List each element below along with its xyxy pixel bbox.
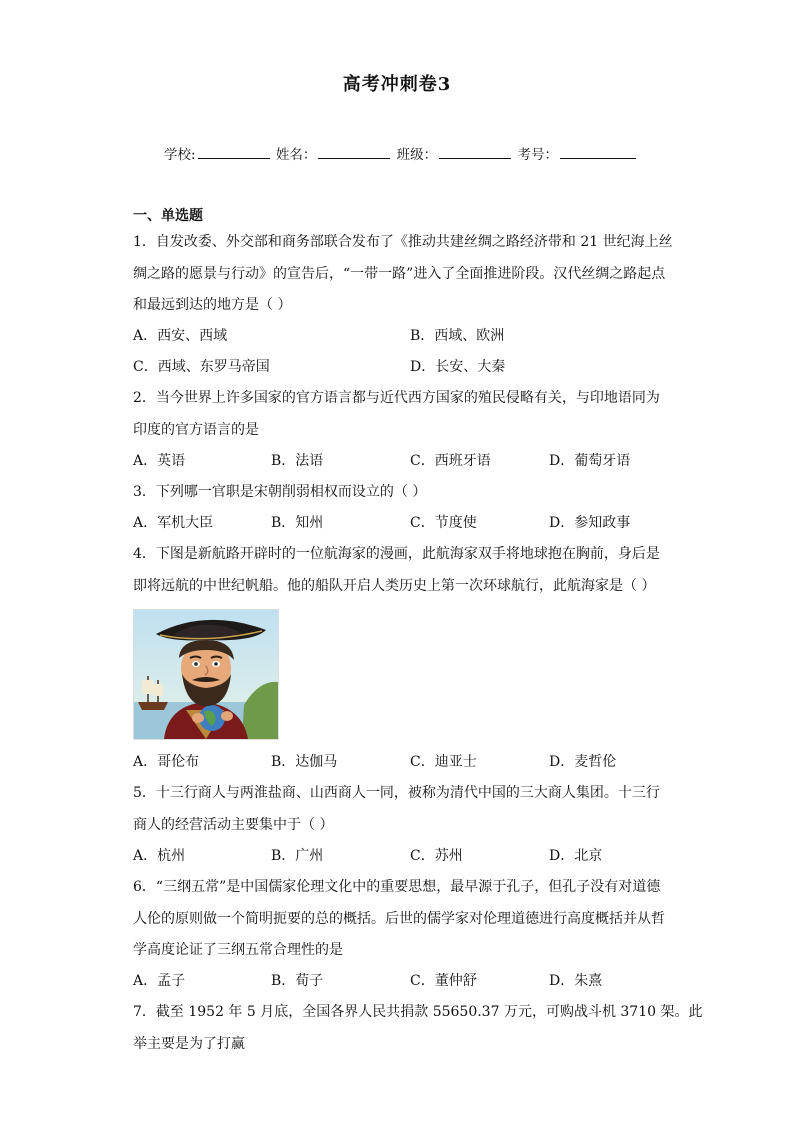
question-3-option-b[interactable]: B．知州 <box>271 515 324 531</box>
question-6-line: 人伦的原则做一个简明扼要的总的概括。后世的儒学家对伦理道德进行高度概括并从哲 <box>133 911 665 927</box>
question-1-option-d[interactable]: D．长安、大秦 <box>410 359 506 375</box>
question-6-option-a[interactable]: A．孟子 <box>133 973 186 989</box>
section-title: 一、单选题 <box>133 208 203 224</box>
question-2-option-c[interactable]: C．西班牙语 <box>410 453 491 469</box>
question-5-option-d[interactable]: D．北京 <box>549 848 603 864</box>
question-6-option-d[interactable]: D．朱熹 <box>549 973 603 989</box>
student-info-line <box>164 143 638 163</box>
question-5-option-a[interactable]: A．杭州 <box>133 848 186 864</box>
question-1-option-a[interactable]: A．西安、西域 <box>133 328 228 344</box>
school-blank[interactable] <box>198 144 270 159</box>
question-2-line: 印度的官方语言的是 <box>133 422 259 438</box>
question-3-option-c[interactable]: C．节度使 <box>410 515 477 531</box>
question-6-option-c[interactable]: C．董仲舒 <box>410 973 477 989</box>
name-blank[interactable] <box>318 144 390 159</box>
question-4-option-d[interactable]: D．麦哲伦 <box>549 754 617 770</box>
question-6-line: 学高度论证了三纲五常合理性的是 <box>133 942 343 958</box>
question-4-line: 4．下图是新航路开辟时的一位航海家的漫画，此航海家双手将地球抱在胸前，身后是 <box>133 546 660 562</box>
question-2-line: 2．当今世界上许多国家的官方语言都与近代西方国家的殖民侵略有关，与印地语同为 <box>133 390 660 406</box>
question-6-option-b[interactable]: B．荀子 <box>271 973 324 989</box>
question-4-option-c[interactable]: C．迪亚士 <box>410 754 477 770</box>
question-1-option-b[interactable]: B．西域、欧洲 <box>410 328 505 344</box>
number-label: 考号： <box>517 147 558 163</box>
page-title: 高考冲刺卷3 <box>342 74 452 95</box>
question-7-line: 7．截至 1952 年 5 月底，全国各界人民共捐款 55650.37 万元，可购战斗机 3710 架。此 <box>133 1004 703 1020</box>
question-2-option-d[interactable]: D．葡萄牙语 <box>549 453 631 469</box>
question-5-line: 商人的经营活动主要集中于（ ） <box>133 817 334 833</box>
question-5-option-b[interactable]: B．广州 <box>271 848 324 864</box>
question-6-line: 6．“三纲五常”是中国儒家伦理文化中的重要思想，最早源于孔子，但孔子没有对道德 <box>133 879 661 895</box>
name-label: 姓名： <box>275 147 317 163</box>
question-1-line: 和最远到达的地方是（ ） <box>133 297 292 313</box>
class-label: 班级： <box>396 147 438 163</box>
question-1-line: 绸之路的愿景与行动》的宣告后，“一带一路”进入了全面推进阶段。汉代丝绸之路起点 <box>133 266 666 282</box>
number-blank[interactable] <box>560 144 636 159</box>
question-2-option-b[interactable]: B．法语 <box>271 453 324 469</box>
question-3-line: 3．下列哪一官职是宋朝削弱相权而设立的（ ） <box>133 484 427 500</box>
question-3-option-a[interactable]: A．军机大臣 <box>133 515 214 531</box>
question-4-option-a[interactable]: A．哥伦布 <box>133 754 200 770</box>
navigator-cartoon-image <box>133 609 279 740</box>
class-blank[interactable] <box>439 144 511 159</box>
question-4-line: 即将远航的中世纪帆船。他的船队开启人类历史上第一次环球航行，此航海家是（ ） <box>133 578 656 594</box>
question-7-line: 举主要是为了打赢 <box>133 1036 245 1052</box>
question-1-option-c[interactable]: C．西域、东罗马帝国 <box>133 359 270 375</box>
question-5-option-c[interactable]: C．苏州 <box>410 848 463 864</box>
question-1-line: 1．自发改委、外交部和商务部联合发布了《推动共建丝绸之路经济带和 21 世纪海上丝 <box>133 234 673 250</box>
question-2-option-a[interactable]: A．英语 <box>133 453 186 469</box>
question-4-option-b[interactable]: B．达伽马 <box>271 754 338 770</box>
question-5-line: 5．十三行商人与两淮盐商、山西商人一同，被称为清代中国的三大商人集团。十三行 <box>133 785 660 801</box>
school-label: 学校: <box>164 147 196 163</box>
question-3-option-d[interactable]: D．参知政事 <box>549 515 631 531</box>
